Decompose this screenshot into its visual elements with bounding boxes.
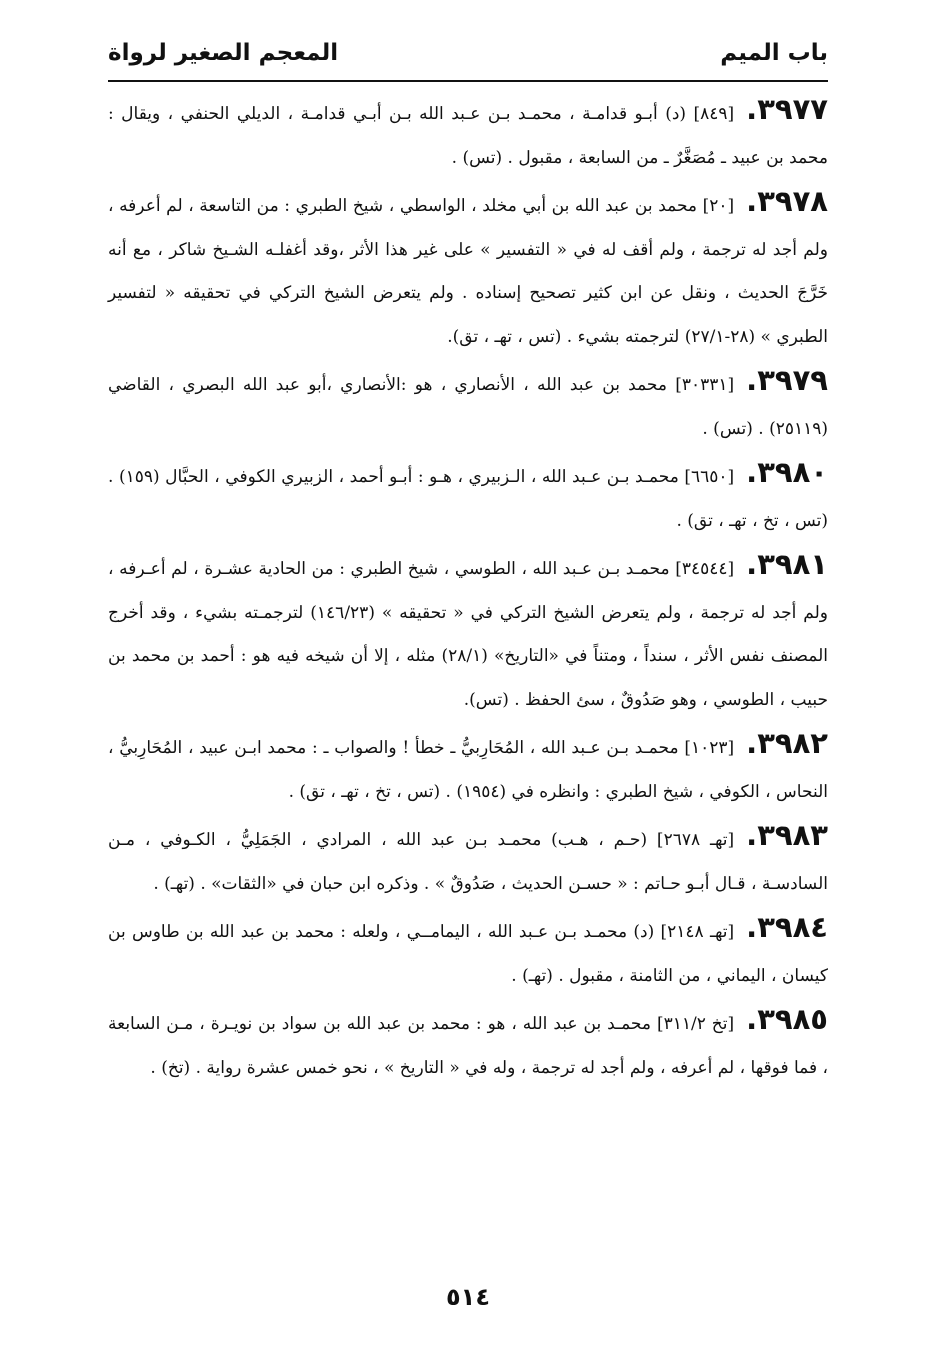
- page-number: ٥١٤: [446, 1283, 490, 1311]
- entry-3985: [108, 998, 828, 1090]
- entry-number: ٣٩٨٥.: [746, 1002, 828, 1036]
- entry-text: [تخ ٣١١/٢] محمـد بن عبد الله ، هو : محمد بن عبد الله بن سواد بن نويـرة ، مـن السابعة ، فما فوقها ، لم أعرفه ، ولم أجد له ترجمة ، وله في « التاريخ » ، نحو خمس عشرة رواية . (تخ) .: [108, 1014, 828, 1078]
- header-chapter-title: باب الميم: [720, 40, 828, 66]
- entry-3984: [108, 906, 828, 998]
- entry-3981: [108, 543, 828, 722]
- entry-number: ٣٩٧٨.: [746, 184, 828, 218]
- entry-text: [٣٠٣٣١] محمد بن عبد الله ، الأنصاري ، هو :الأنصاري ،أبو عبد الله البصري ، القاضي (٢٥١١٩) . (تس) .: [108, 375, 828, 439]
- entry-3982: [108, 722, 828, 814]
- entry-3983: [108, 814, 828, 906]
- entry-text: [١٠٢٣] محمـد بـن عـبد الله ، المُحَارِبيُّ ـ خطأ ! والصواب ـ : محمد ابـن عبيد ، المُحَارِبيُّ ، النحاس ، الكوفي ، شيخ الطبري : وانظره في (١٩٥٤) . (تس ، تخ ، تهـ ، تق) .: [108, 738, 828, 802]
- entry-number: ٣٩٨١.: [746, 547, 828, 581]
- entries-list: [108, 88, 828, 1090]
- entry-3978: [108, 180, 828, 359]
- entry-text: [تهـ ٢٦٧٨] (حـم ، هـب) محمـد بـن عبد الله ، المرادي ، الجَمَلِيُّ ، الكـوفي ، مـن السادسـة ، قـال أبـو حـاتم : « حسـن الحديث ، صَدُوقٌ » . وذكره ابن حبان في «الثقات» . (تهـ) .: [108, 830, 828, 894]
- entry-number: ٣٩٨٤.: [746, 910, 828, 944]
- entry-number: ٣٩٧٩.: [746, 363, 828, 397]
- entry-3977: [108, 88, 828, 180]
- entry-number: ٣٩٧٧.: [746, 92, 828, 126]
- entry-text: [٨٤٩] (د) أبـو قدامـة ، محمـد بـن عـبد الله بـن أبـي قدامـة ، الديلي الحنفي ، ويقال : محمد بن عبيد ـ مُصَغَّرٌ ـ من السابعة ، مقبول . (تس) .: [108, 104, 828, 168]
- entry-3980: [108, 451, 828, 543]
- entry-number: ٣٩٨٢.: [746, 726, 828, 760]
- entry-text: [٢٠] محمد بن عبد الله بن أبي مخلد ، الواسطي ، شيخ الطبري : من التاسعة ، لم أعرفه ، ولم أجد له ترجمة ، ولم أقف له في « التفسير » على غير هذا الأثر ،وقد أغفلـه الشـيخ شاكر ، مع أنه خَرَّجَ الحديث ، ونقل عن ابن كثير تصحيح إسناده . ولم يتعرض الشيخ التركي في تحقيقه « لتفسير الطبري » (٢٨-٢٧/١) لترجمته بشيء . (تس ، تهـ ، تق).: [108, 196, 828, 347]
- entry-3979: [108, 359, 828, 451]
- entry-text: [٣٤٥٤٤] محمـد بـن عـبد الله ، الطوسي ، شيخ الطبري : من الحادية عشـرة ، لم أعـرفه ، ولم أجد له ترجمة ، ولم يتعرض الشيخ التركي في « تحقيقه » (١٤٦/٢٣) لترجمـته بشيء ، وقد أخرج المصنف نفس الأثر ، سنداً ، ومتناً في «التاريخ» (٢٨/١) مثله ، إلا أن شيخه فيه هو : أحمد بن محمد بن حبيب ، الطوسي ، وهو صَدُوقٌ ، سئ الحفظ . (تس).: [108, 559, 829, 710]
- entry-number: ٣٩٨٣.: [746, 818, 828, 852]
- header-book-title: المعجم الصغير لرواة: [108, 40, 339, 66]
- entry-text: [٦٦٥٠] محمـد بـن عـبد الله ، الـزبيري ، هـو : أبـو أحمد ، الزبيري الكوفي ، الحبَّال (١٥٩) . (تس ، تخ ، تهـ ، تق) .: [108, 467, 828, 531]
- entry-number: ٣٩٨٠.: [746, 455, 828, 489]
- entry-text: [تهـ ٢١٤٨] (د) محمـد بـن عـبد الله ، اليمامــي ، ولعله : محمد بن عبد الله بن طاوس بن كيسان ، اليماني ، من الثامنة ، مقبول . (تهـ) .: [108, 922, 828, 986]
- header-rule: [108, 80, 828, 82]
- running-header: [108, 32, 828, 74]
